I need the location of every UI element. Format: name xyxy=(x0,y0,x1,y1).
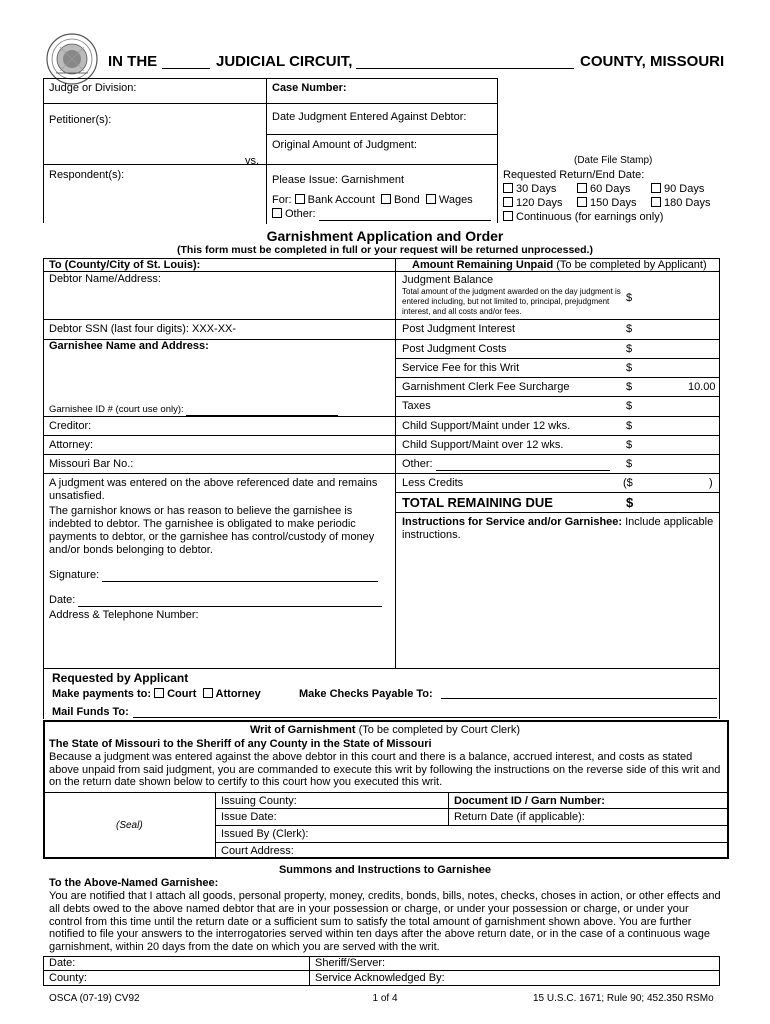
writ-body: Because a judgment was entered against the above debtor in this court and there is a balance, accrued interest, and costs as stated above unpaid from said judgment, you are commanded to execute this writ by following the instructions on the reverse side of this writ and on the return date shown below to certify to this court how you executed this writ. xyxy=(49,751,721,788)
writ-title xyxy=(0,724,770,737)
form-title: Garnishment Application and Order xyxy=(266,228,504,244)
bond-label: Bond xyxy=(394,194,420,206)
seal-label: (Seal) xyxy=(116,820,143,831)
attorney-label[interactable]: Attorney: xyxy=(49,439,94,451)
total-due-dollar[interactable]: $ xyxy=(626,495,634,510)
clerk-fee-label: Garnishment Clerk Fee Surcharge xyxy=(402,381,570,393)
90-days-checkbox[interactable] xyxy=(651,183,661,193)
other-amount-dollar[interactable]: $ xyxy=(626,458,633,470)
petitioners-label[interactable]: Petitioner(s): xyxy=(49,114,112,126)
judgment-balance-note: Total amount of the judgment awarded on the day judgment is entered including, but not limited to, principal, prejudgment interest, and all costs and/or fees. xyxy=(402,287,621,316)
make-checks-field[interactable] xyxy=(441,698,717,699)
service-fee-dollar[interactable]: $ xyxy=(626,362,633,374)
writ-title-rest: (To be completed by Court Clerk) xyxy=(355,724,520,736)
mail-funds-label: Mail Funds To: xyxy=(52,706,129,718)
180-days-label: 180 Days xyxy=(664,197,711,209)
child-under-label: Child Support/Maint under 12 wks. xyxy=(402,420,571,432)
60-days-checkbox[interactable] xyxy=(577,183,587,193)
county-blank[interactable] xyxy=(356,68,574,69)
issue-for-row xyxy=(272,194,473,207)
issued-by-label[interactable]: Issued By (Clerk): xyxy=(221,828,309,840)
form-id: OSCA (07-19) CV92 xyxy=(49,993,140,1004)
header-in-the: IN THE xyxy=(108,53,158,70)
sheriff-label[interactable]: Sheriff/Server: xyxy=(315,957,386,969)
requested-return-label: Requested Return/End Date: xyxy=(503,169,645,181)
bond-checkbox[interactable] xyxy=(381,194,391,204)
other-label: Other: xyxy=(285,208,316,220)
summons-body: You are notified that I attach all goods, personal property, money, credits, bonds, bills, notes, checks, choses in action, or other effects and all debts owed to the above named debtor that are in your possession or charge, or under your possession or charge, or under your control from this time until the return date or a sufficient sum to satisfy the total amount of garnishment shown above. You are further notified to file your answers to the interrogatories served within ten days after the above return date, or in the case of a continuous wage garnishment, within 20 days from the date on which you are served with the writ. xyxy=(49,890,721,954)
other-amount-field[interactable] xyxy=(436,470,610,471)
date-row xyxy=(49,594,382,607)
date-file-stamp-label: (Date File Stamp) xyxy=(574,155,653,166)
debtor-ssn-label[interactable]: Debtor SSN (last four digits): XXX-XX- xyxy=(49,323,237,335)
instructions-rest: Include applicable instructions. xyxy=(402,516,714,541)
signature-row xyxy=(49,569,378,582)
issue-other-row xyxy=(272,208,491,221)
summons-date-label[interactable]: Date: xyxy=(49,957,76,969)
amount-header xyxy=(412,259,707,272)
taxes-dollar[interactable]: $ xyxy=(626,400,633,412)
for-label: For: xyxy=(272,194,292,206)
return-continuous xyxy=(503,211,663,224)
clerk-fee-dollar: $ xyxy=(626,381,633,393)
return-120 xyxy=(503,197,562,210)
return-90 xyxy=(651,183,704,196)
other-amount-label: Other: xyxy=(402,458,433,470)
wages-label: Wages xyxy=(438,194,473,206)
garnishor-text: The garnishor knows or has reason to believe the garnishee is indebted to debtor. The garnishee is obligated to make periodic payments to debtor, or the garnishee has control/custody of money and/or bonds belonging to debtor. xyxy=(49,505,375,556)
120-days-checkbox[interactable] xyxy=(503,197,513,207)
less-credits-close: ) xyxy=(709,477,713,489)
150-days-checkbox[interactable] xyxy=(577,197,587,207)
date-judgment-label[interactable]: Date Judgment Entered Against Debtor: xyxy=(272,111,467,123)
creditor-label[interactable]: Creditor: xyxy=(49,420,92,432)
summons-county-label[interactable]: County: xyxy=(49,972,87,984)
taxes-label: Taxes xyxy=(402,400,431,412)
60-days-label: 60 Days xyxy=(590,183,631,195)
bar-no-label[interactable]: Missouri Bar No.: xyxy=(49,458,134,470)
garnishee-name-label[interactable]: Garnishee Name and Address: xyxy=(49,340,209,352)
signature-label: Signature: xyxy=(49,569,100,581)
statute-reference: 15 U.S.C. 1671; Rule 90; 452.350 RSMo xyxy=(533,993,714,1004)
post-interest-label: Post Judgment Interest xyxy=(402,323,516,335)
bank-account-label: Bank Account xyxy=(307,194,375,206)
service-fee-label: Service Fee for this Writ xyxy=(402,362,520,374)
bank-account-checkbox[interactable] xyxy=(295,194,305,204)
instructions-bold: Instructions for Service and/or Garnishee: xyxy=(402,516,623,528)
instructions-text[interactable] xyxy=(402,516,716,542)
other-amount-row xyxy=(402,458,610,471)
child-over-dollar[interactable]: $ xyxy=(626,439,633,451)
amount-header-bold: Amount Remaining Unpaid xyxy=(412,259,554,271)
original-amount-label[interactable]: Original Amount of Judgment: xyxy=(272,139,417,151)
issue-date-label[interactable]: Issue Date: xyxy=(221,811,277,823)
garnishee-id-label: Garnishee ID # (court use only): xyxy=(49,404,184,415)
signature-field[interactable] xyxy=(102,581,378,582)
address-phone-label[interactable]: Address & Telephone Number: xyxy=(49,609,199,621)
service-ack-label[interactable]: Service Acknowledged By: xyxy=(315,972,445,984)
page-number: 1 of 4 xyxy=(372,993,398,1004)
30-days-checkbox[interactable] xyxy=(503,183,513,193)
attorney-checkbox[interactable] xyxy=(203,688,213,698)
180-days-checkbox[interactable] xyxy=(651,197,661,207)
post-costs-dollar[interactable]: $ xyxy=(626,343,633,355)
to-county-label: To (County/City of St. Louis): xyxy=(49,259,201,271)
writ-state: The State of Missouri to the Sheriff of any County in the State of Missouri xyxy=(49,738,432,750)
judgment-text: A judgment was entered on the above referenced date and remains unsatisfied. xyxy=(49,477,378,502)
30-days-label: 30 Days xyxy=(516,183,557,195)
garnishee-id-row xyxy=(49,403,338,416)
attorney-pay-label: Attorney xyxy=(215,688,261,700)
amount-header-rest: (To be completed by Applicant) xyxy=(553,259,707,271)
less-credits-open[interactable]: ($ xyxy=(623,477,633,489)
requested-title: Requested by Applicant xyxy=(52,671,189,685)
case-number-label[interactable]: Case Number: xyxy=(272,82,347,94)
issuing-county-label[interactable]: Issuing County: xyxy=(221,795,297,807)
garnishee-id-field[interactable] xyxy=(186,415,338,416)
return-150 xyxy=(577,197,636,210)
less-credits-label: Less Credits xyxy=(402,477,464,489)
judge-label[interactable]: Judge or Division: xyxy=(49,82,137,94)
150-days-label: 150 Days xyxy=(590,197,637,209)
to-garnishee-label: To the Above-Named Garnishee: xyxy=(49,877,219,889)
make-checks-label: Make Checks Payable To: xyxy=(299,688,433,700)
vs-label: vs. xyxy=(245,155,260,167)
make-payments-row xyxy=(52,688,261,701)
judgment-balance-label: Judgment Balance xyxy=(402,274,494,286)
debtor-name-label[interactable]: Debtor Name/Address: xyxy=(49,273,161,285)
clerk-fee-value: 10.00 xyxy=(688,381,716,393)
wages-checkbox[interactable] xyxy=(426,194,436,204)
120-days-label: 120 Days xyxy=(516,197,563,209)
return-date-label[interactable]: Return Date (if applicable): xyxy=(454,811,585,823)
total-due-label: TOTAL REMAINING DUE xyxy=(402,495,553,510)
return-180 xyxy=(651,197,710,210)
judgment-balance-dollar[interactable]: $ xyxy=(626,292,633,304)
document-id-label[interactable]: Document ID / Garn Number: xyxy=(454,795,605,807)
date-field[interactable] xyxy=(78,606,382,607)
other-field[interactable] xyxy=(319,220,491,221)
return-row-1 xyxy=(503,183,556,196)
mail-funds-field[interactable] xyxy=(133,717,717,718)
90-days-label: 90 Days xyxy=(664,183,705,195)
circuit-blank[interactable] xyxy=(162,68,210,69)
court-checkbox[interactable] xyxy=(154,688,164,698)
please-issue-label: Please Issue: Garnishment xyxy=(272,174,405,186)
date-label: Date: xyxy=(49,594,76,606)
post-costs-label: Post Judgment Costs xyxy=(402,343,507,355)
court-address-label[interactable]: Court Address: xyxy=(221,845,294,857)
child-under-dollar[interactable]: $ xyxy=(626,420,633,432)
respondents-label[interactable]: Respondent(s): xyxy=(49,169,125,181)
summons-title: Summons and Instructions to Garnishee xyxy=(278,864,492,876)
header-judicial-circuit: JUDICIAL CIRCUIT, xyxy=(216,53,353,70)
other-checkbox[interactable] xyxy=(272,208,282,218)
continuous-label: Continuous (for earnings only) xyxy=(516,211,664,223)
header-county-missouri: COUNTY, MISSOURI xyxy=(580,53,725,70)
child-over-label: Child Support/Maint over 12 wks. xyxy=(402,439,564,451)
court-label: Court xyxy=(167,688,197,700)
continuous-checkbox[interactable] xyxy=(503,211,513,221)
make-payments-label: Make payments to: xyxy=(52,688,152,700)
return-60 xyxy=(577,183,630,196)
form-subtitle: (This form must be completed in full or your request will be returned unprocessed.) xyxy=(177,244,593,256)
post-interest-dollar[interactable]: $ xyxy=(626,323,633,335)
writ-title-bold: Writ of Garnishment xyxy=(250,724,356,736)
